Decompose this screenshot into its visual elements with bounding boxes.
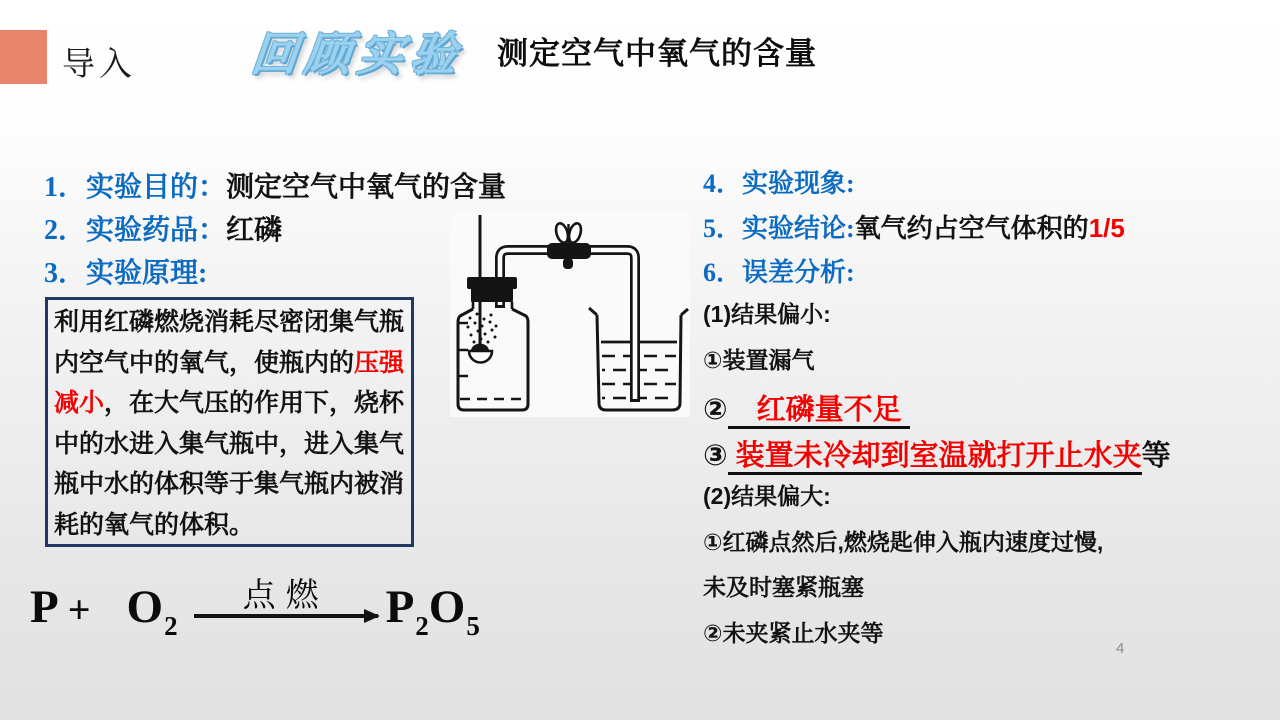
text-segment: (1)结果偏小: [703, 301, 831, 327]
error-line [703, 478, 1171, 524]
text-segment: 利用红磷燃烧消耗尽密闭集气瓶 [54, 308, 405, 336]
numbered-item [44, 251, 506, 294]
section-label: 导入 [62, 47, 136, 83]
text-segment: 红磷 [226, 214, 283, 245]
page-number: 4 [1116, 640, 1125, 657]
item-label: 3．实验原理: [44, 258, 208, 289]
apparatus-diagram-svg [450, 212, 690, 417]
error-line [703, 615, 1171, 661]
text-segment: ①红磷点然后,燃烧匙伸入瓶内速度过慢, [703, 528, 1104, 555]
review-experiment-badge: 回顾实验 [248, 29, 467, 80]
item-label: 1．实验目的： [44, 172, 227, 203]
text-segment: 内空气中的氧气，使瓶内的 [54, 348, 355, 377]
text-segment: ② [703, 394, 728, 426]
text-segment: 1/5 [1088, 212, 1125, 243]
item-label: 6．误差分析: [703, 258, 855, 287]
text-segment: 未及时塞紧瓶塞 [703, 574, 864, 600]
text-segment: ③ [703, 439, 728, 472]
text-segment: 中的水进入集气瓶中，进入集气 [54, 429, 405, 458]
text-segment: ①装置漏气 [703, 346, 815, 373]
product-o-subscript: 5 [466, 610, 480, 641]
item-label: 4．实验现象: [703, 169, 855, 198]
principle-box-line [54, 505, 405, 546]
text-segment: 测定空气中氧气的含量 [226, 171, 507, 202]
text-segment: ②未夹紧止水夹等 [703, 619, 884, 646]
apparatus-diagram [450, 212, 690, 417]
product-p: P [385, 580, 415, 633]
product-o: O [428, 580, 466, 633]
reaction-condition: 点燃 [242, 578, 329, 614]
item-label: 5．实验结论: [703, 213, 855, 243]
page-title: 测定空气中氧气的含量 [497, 36, 817, 71]
text-segment: 红磷量不足 [728, 394, 910, 429]
error-line [703, 433, 1171, 479]
principle-box-line [54, 383, 405, 424]
numbered-item [44, 165, 506, 208]
rubber-stopper [467, 277, 517, 302]
numbered-items-right [703, 163, 1125, 297]
error-analysis-lines [703, 296, 1171, 660]
principle-box-line [54, 302, 405, 343]
text-segment: 减小 [54, 389, 105, 418]
product-p-subscript: 2 [415, 610, 429, 641]
text-segment: 等 [1141, 439, 1171, 472]
numbered-item [44, 208, 506, 251]
plus-sign: + [67, 586, 91, 632]
reactant-o-subscript: 2 [164, 610, 178, 641]
text-segment: 耗的氧气的体积。 [54, 510, 255, 539]
principle-box-line [54, 424, 405, 465]
principle-box-line [54, 343, 405, 384]
text-segment: 氧气约占空气体积的 [854, 212, 1089, 243]
text-segment: (2)结果偏大: [703, 483, 831, 509]
error-line [703, 296, 1171, 342]
numbered-item [703, 252, 1125, 297]
arrow-line-icon [194, 614, 378, 618]
chemical-equation [30, 578, 480, 641]
reaction-arrow [194, 580, 378, 631]
error-line [703, 569, 1171, 615]
text-segment: 装置未冷却到室温就打开止水夹 [728, 440, 1142, 475]
reactant-o: O [126, 580, 164, 633]
error-line [703, 524, 1171, 570]
error-line [703, 342, 1171, 388]
numbered-items-left [44, 165, 506, 294]
text-segment: 瓶中水的体积等于集气瓶内被消 [54, 470, 405, 499]
text-segment: 压强 [354, 348, 405, 377]
reactant-p: P [30, 580, 59, 633]
numbered-item [703, 163, 1125, 208]
error-line [703, 387, 1171, 433]
numbered-item [703, 208, 1125, 253]
principle-box-line [54, 464, 405, 505]
item-label: 2．实验药品： [44, 215, 227, 246]
text-segment: ，在大气压的作用下，烧杯 [104, 389, 405, 418]
principle-box [45, 297, 414, 547]
corner-accent-square [0, 30, 47, 84]
